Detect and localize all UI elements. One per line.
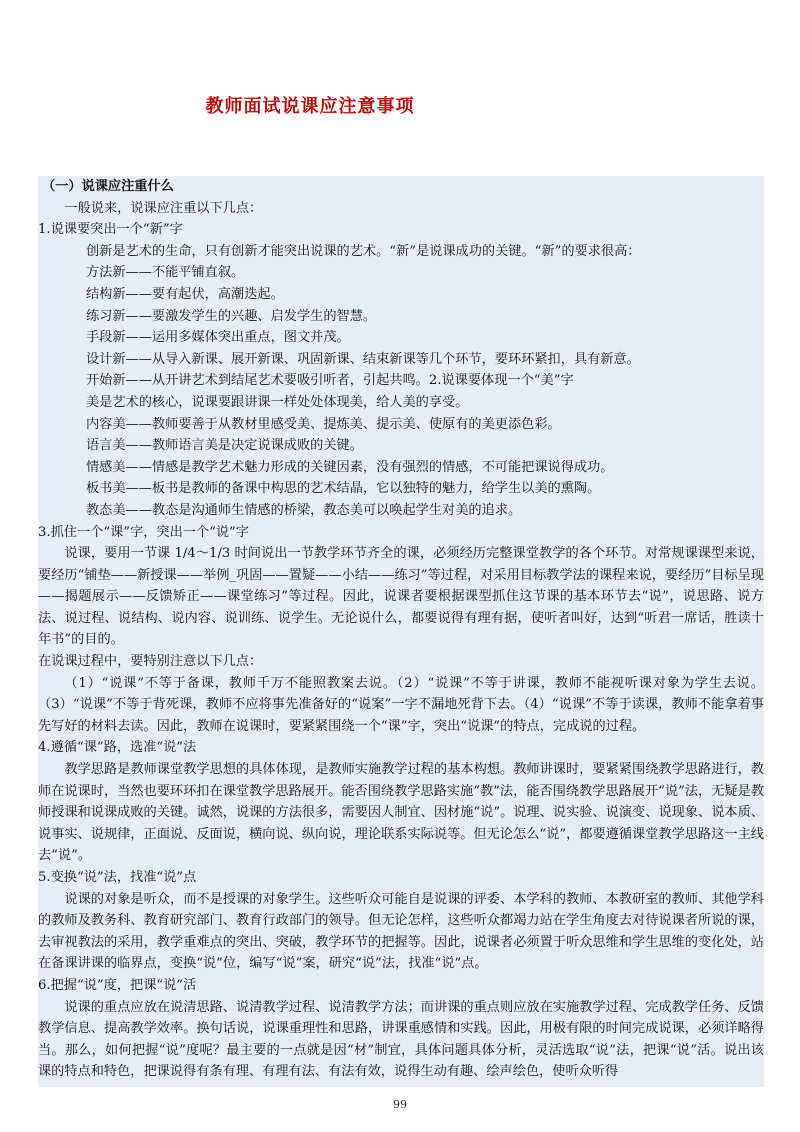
paragraph: 方法新——不能平铺直叙。 bbox=[86, 265, 245, 281]
paragraph: 开始新——从开讲艺术到结尾艺术要吸引听者，引起共鸣。2.说课要体现一个“美”字 bbox=[86, 373, 574, 389]
paragraph: 4.遵循“课”路，选准“说”法 bbox=[38, 740, 197, 756]
document-title: 教师面试说课应注意事项 bbox=[205, 96, 415, 117]
paragraph: 3.抓住一个“课”字，突出一个“说”字 bbox=[38, 524, 249, 540]
paragraph: 一般说来，说课应注重以下几点： bbox=[64, 200, 263, 216]
paragraph: 教态美——教态是沟通师生情感的桥梁，教态美可以唤起学生对美的追求。 bbox=[86, 502, 522, 518]
paragraph: 说课的重点应放在说清思路、说清教学过程、说清教学方法；而讲课的重点则应放在实施教学过程、完成教学任务、反馈教学信息、提高教学效率。换句话说，说课重理性和思路，讲课重感情和实践。因此，用极有限的时间完成说课，必须详略得当。那么，如何把握“说”度呢？最主要的一点就是因“材”制宜，具体问题具体分析，灵活选取“说”法，把课“说”活。说出该课的特点和特色，把课说得有条有理、有理有法、有法有效，说得生动有趣、绘声绘色，使听众听得 bbox=[38, 999, 764, 1080]
paragraph: 板书美——板书是教师的备课中构思的艺术结晶，它以独特的魅力，给学生以美的熏陶。 bbox=[86, 481, 601, 497]
paragraph: 说课的对象是听众，而不是授课的对象学生。这些听众可能自是说课的评委、本学科的教师、本教研室的教师、其他学科的教师及教务科、教育研究部门、教育行政部门的领导。但无论怎样，这些听众都竭力站在学生角度去对待说课者所说的课，去审视教法的采用，教学重难点的突出、突破，教学环节的把握等。因此，说课者必须置于听众思维和学生思维的变化处，站在备课讲课的临界点，变换“说”位，编写“说”案，研究“说”法，找准“说”点。 bbox=[38, 891, 764, 972]
paragraph-list bbox=[38, 198, 764, 1083]
paragraph: 6.把握“说”度，把课“说”活 bbox=[38, 977, 197, 993]
paragraph: 语言美——教师语言美是决定说课成败的关键。 bbox=[86, 438, 363, 454]
section-heading: （一）说课应注重什么 bbox=[42, 179, 174, 194]
paragraph: 设计新——从导入新课、展开新课、巩固新课、结束新课等几个环节，要环环紧扣，具有新意。 bbox=[86, 351, 640, 367]
paragraph: 结构新——要有起伏，高潮迭起。 bbox=[86, 286, 284, 302]
paragraph: 说课，要用一节课 1/4～1/3 时间说出一节教学环节齐全的课，必须经历完整课堂教学的各个环节。对常规课课型来说，要经历“铺垫——新授课——举例_巩固——置疑——小结——练习”等过程，对采用目标教学法的课程来说，要经历“目标呈现——揭题展示——反馈矫正——课堂练习”等过程。因此，说课者要根据课型抓住这节课的基本环节去“说”，说思路、说方法、说过程、说结构、说内容、说训练、说学生。无论说什么，都要说得有理有据，使听者叫好，达到“听君一席话，胜读十年书”的目的。 bbox=[38, 546, 764, 648]
paragraph: 美是艺术的核心，说课要跟讲课一样处处体现美，给人美的享受。 bbox=[86, 394, 469, 410]
content-block bbox=[38, 176, 764, 1087]
paragraph: 内容美——教师要善于从教材里感受美、提炼美、提示美、使原有的美更添色彩。 bbox=[86, 416, 561, 432]
paragraph: 在说课过程中，要特别注意以下几点： bbox=[38, 654, 263, 670]
paragraph: 情感美——情感是教学艺术魅力形成的关键因素，没有强烈的情感，不可能把课说得成功。 bbox=[86, 459, 614, 475]
paragraph: （1）“说课”不等于备课，教师千万不能照教案去说。（2）“说课”不等于讲课，教师不能视听课对象为学生去说。（3）“说课”不等于背死课，教师不应将事先准备好的“说案”一字不漏地死背下去。（4）“说课”不等于读课，教师不能拿着事先写好的材料去读。因此，教师在说课时，要紧紧围绕一个“课”字，突出“说课”的特点，完成说的过程。 bbox=[38, 675, 764, 734]
paragraph: 手段新——运用多媒体突出重点，图文并茂。 bbox=[86, 330, 350, 346]
paragraph: 教学思路是教师课堂教学思想的具体体现，是教师实施教学过程的基本构想。教师讲课时，要紧紧围绕教学思路进行，教师在说课时，当然也要环环扣在课堂教学思路展开。能否围绕教学思路实施“教”法，能否围绕教学思路展开“说”法，无疑是教师授课和说课成败的关键。诚然，说课的方法很多，需要因人制宜、因材施“说”。说理、说实验、说演变、说现象、说本质、说事实、说规律，正面说、反面说，横向说、纵向说，理论联系实际说等。但无论怎么“说”，都要遵循课堂教学思路这一主线去“说”。 bbox=[38, 762, 764, 864]
paragraph: 创新是艺术的生命，只有创新才能突出说课的艺术。“新”是说课成功的关键。“新”的要求很高： bbox=[86, 243, 641, 259]
paragraph: 练习新——要激发学生的兴趣、启发学生的智慧。 bbox=[86, 308, 377, 324]
paragraph: 1.说课要突出一个“新”字 bbox=[38, 222, 183, 238]
page-number: 99 bbox=[393, 1098, 407, 1111]
paragraph: 5.变换“说”法，找准“说”点 bbox=[38, 870, 197, 885]
